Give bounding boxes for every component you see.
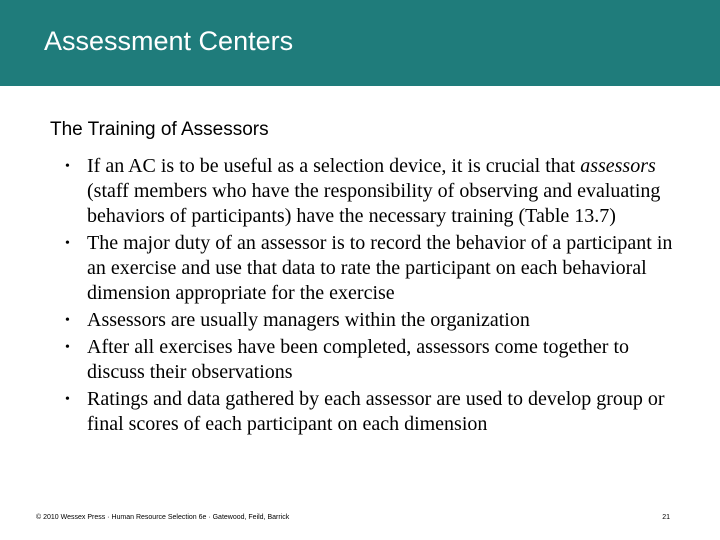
bullet-list	[65, 154, 685, 439]
bullet-text-lead: If an AC is to be useful as a selection device, it is crucial that	[87, 155, 581, 177]
bullet-item	[65, 387, 685, 437]
bullet-text-rest: (staff members who have the responsibility of observing and evaluating behaviors of participants) have the necessary training (Table 13.7)	[87, 180, 661, 227]
bullet-text: The major duty of an assessor is to record the behavior of a participant in an exercise and use that data to rate the participant on each behavioral dimension appropriate for the exercise	[87, 232, 673, 304]
header-bar	[0, 0, 720, 86]
slide-title: Assessment Centers	[44, 26, 294, 56]
bullet-marker: •	[65, 340, 70, 355]
bullet-item	[65, 231, 685, 306]
bullet-text: After all exercises have been completed, assessors come together to discuss their observations	[87, 336, 630, 383]
section-heading: The Training of Assessors	[50, 119, 269, 140]
bullet-marker: •	[65, 236, 70, 251]
bullet-item	[65, 154, 685, 229]
footer-citation: © 2010 Wessex Press · Human Resource Selection 6e · Gatewood, Feild, Barrick	[36, 514, 290, 521]
bullet-text: Assessors are usually managers within the organization	[87, 309, 530, 331]
bullet-text-emphasis: assessors	[580, 155, 656, 177]
bullet-text	[87, 155, 660, 227]
bullet-marker: •	[65, 392, 70, 407]
bullet-item	[65, 335, 685, 385]
page-number: 21	[662, 514, 670, 521]
bullet-text: Ratings and data gathered by each assessor are used to develop group or final scores of each participant on each dimension	[87, 388, 665, 435]
bullet-marker: •	[65, 159, 70, 174]
bullet-marker: •	[65, 313, 70, 328]
bullet-item	[65, 308, 685, 333]
